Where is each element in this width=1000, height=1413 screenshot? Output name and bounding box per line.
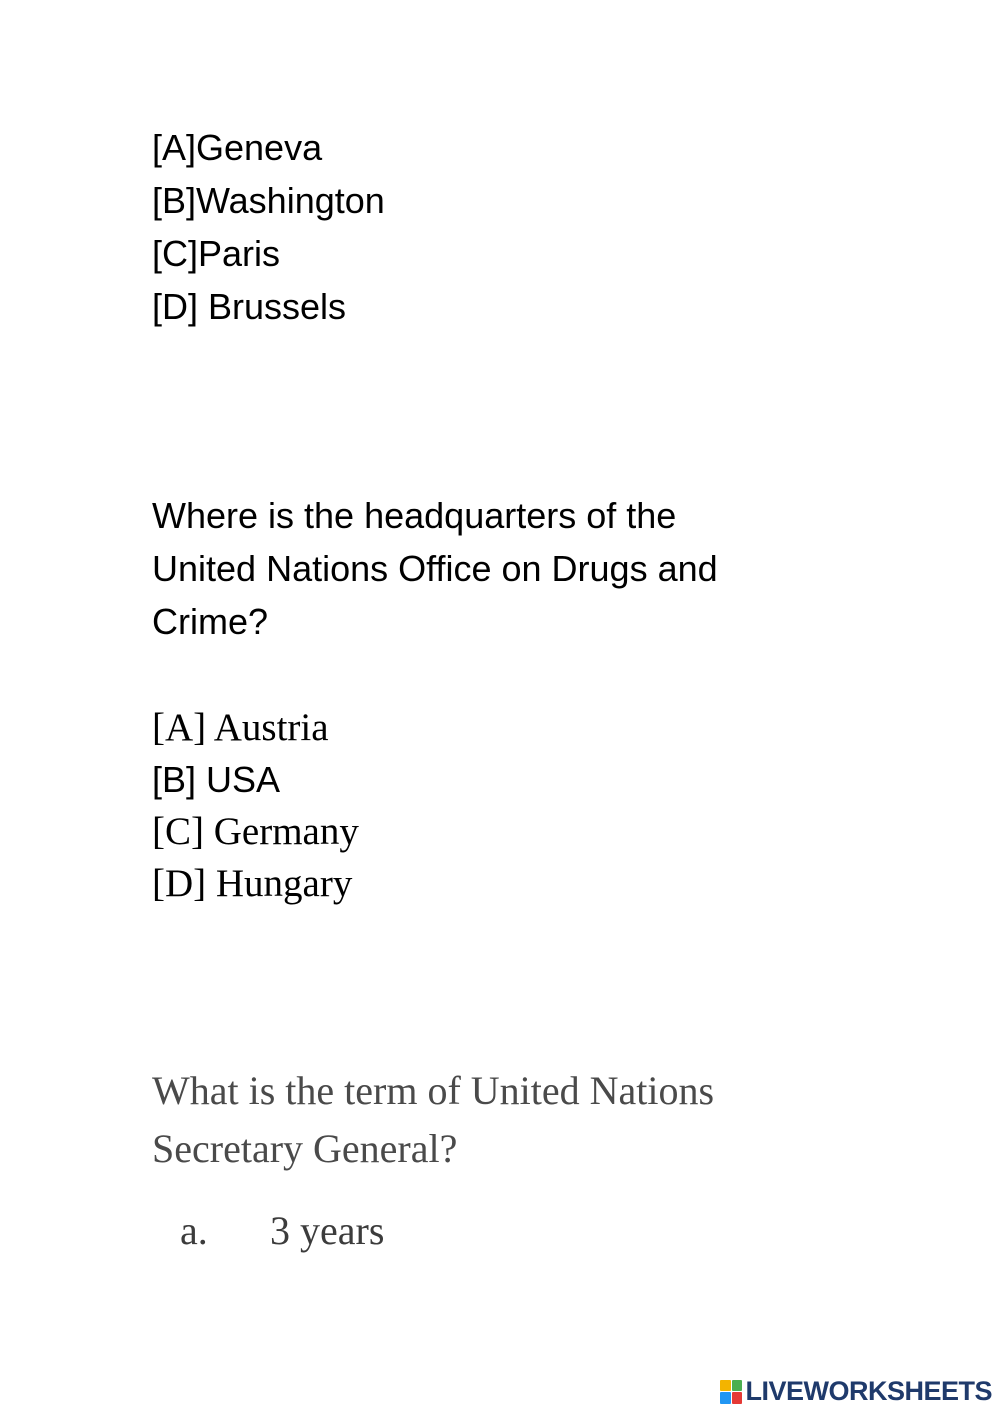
liveworksheets-icon xyxy=(720,1380,742,1404)
option-c[interactable]: [C]Paris xyxy=(152,233,281,274)
option-a[interactable]: [A] Austria xyxy=(152,706,329,749)
option-d[interactable]: [D] Hungary xyxy=(152,862,353,905)
question2-line-1: Where is the headquarters of the xyxy=(152,495,677,536)
question3-text xyxy=(152,1062,714,1178)
question2-line-2: United Nations Office on Drugs and xyxy=(152,548,718,589)
question3-line-2: Secretary General? xyxy=(152,1126,458,1171)
option-d[interactable]: [D] Brussels xyxy=(152,286,347,327)
question2-text xyxy=(152,489,718,648)
question2-options xyxy=(152,702,359,910)
question2-line-3: Crime? xyxy=(152,601,269,642)
option-b[interactable]: [B] USA xyxy=(152,759,281,800)
liveworksheets-logo xyxy=(720,1376,992,1407)
option-letter: a. xyxy=(180,1208,208,1253)
question1-options xyxy=(152,121,385,333)
option-c[interactable]: [C] Germany xyxy=(152,810,359,853)
option-text: 3 years xyxy=(270,1208,385,1253)
option-b[interactable]: [B]Washington xyxy=(152,180,385,221)
question3-option-a[interactable] xyxy=(180,1202,384,1260)
question3-line-1: What is the term of United Nations xyxy=(152,1068,715,1113)
option-a[interactable]: [A]Geneva xyxy=(152,127,323,168)
brand-name: LIVEWORKSHEETS xyxy=(745,1376,992,1406)
